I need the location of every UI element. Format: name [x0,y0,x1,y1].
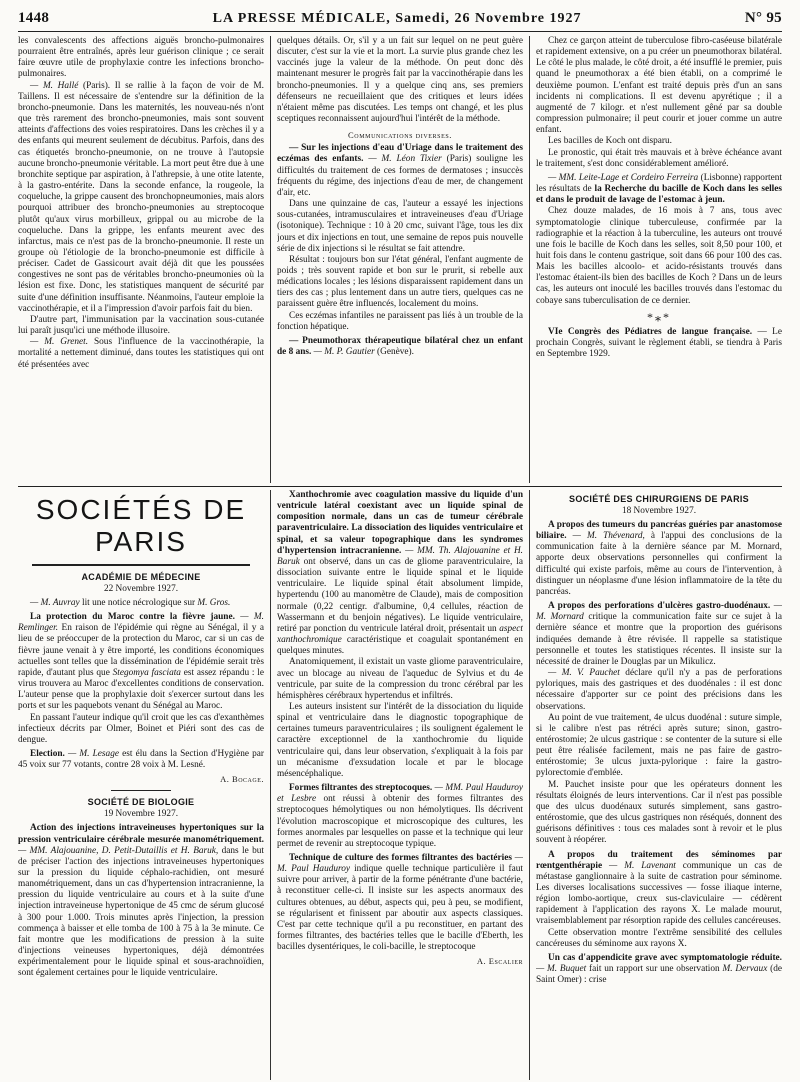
article-title: La protection du Maroc contre la fièvre jaune. [30,612,235,623]
paragraph: — M. Hallé (Paris). Il se rallie à la façon de voir de M. Taillens. Il est nécessaire de s'entendre sur la définition de la broncho-pneumonie. Dans les maternités, les nouveau-nés n'ont que très rarement des broncho-pneumonies, mais sont souvent atteints d'affections des voies respiratoires. Dans les crèches il y a des enfants qui meurent seulement de décubitus. Parfois, dans des cas étiquetés broncho-pneumonie, on ne trouve à l'autopsie aucune broncho-pneumonie véritable. La mort peut être due à une bronchite septique par aspiration, à l'athrepsie, à une otite latente, à la gastro-entérite. Dans la seconde enfance, la rougeole, la coqueluche, la grippe causent des bronchopneumonies, mais alors pourquoi attribuer des broncho-pneumonies au streptocoque plutôt qu'aux virus morbilleux, grippal ou au microbe de la coqueluche. Dans la grippe, les enfants meurent avec des infarctus, mais ce n'est pas de la broncho-pneumonie. Il reste un groupe où l'étiologie de la broncho-pneumonie est difficile à préciser. Cadet de Gassicourt avait déjà dit que les poussées congestives ne sont pas de véritables broncho-pneumonies où la lésion est fixe. Donc, les statistiques manquent de sécurité par suite d'une définition insuffisante. Néanmoins, l'auteur emploie la vaccinothérapie, et il a l'impression d'avoir parfois fait du bien. [18,80,264,314]
author: — M. Lavenant [602,860,676,871]
article-title: VIe Congrès des Pédiatres de langue française. [548,326,753,337]
author: — M. Grenet. [30,337,89,348]
paragraph: Le pronostic, qui était très mauvais et à brève échéance avant le traitement, s'est donc considérablement amélioré. [536,147,782,169]
column-divider [529,36,530,483]
article-title: la Recherche du bacille de Koch dans les selles et dans le produit de lavage de l'estomac à jeun. [536,184,782,206]
paragraph: — Pneumothorax thérapeutique bilatéral chez un enfant de 8 ans. — M. P. Gautier (Genève). [277,335,523,358]
paragraph: — M. Auvray lit une notice nécrologique sur M. Gros. [30,598,231,608]
column-divider [270,490,271,1080]
author: — M. Léon Tixier [363,154,442,165]
author: — M. Lesage [64,749,119,760]
short-rule [111,790,171,791]
paragraph: Dans une quinzaine de cas, l'auteur a essayé les injections sous-cutanées, intramusculaires et intraveineuses d'eau d'Uriage (isotonique). Technique : 10 à 20 cmc, suivant l'âge, tous les dix jours et dix injections en tout, une semaine de repos puis nouvelle série de dix injections si le résultat se fait attendre. [277,199,523,254]
session-date: 22 Novembre 1927. [103,584,179,594]
society-heading: SOCIÉTÉ DE BIOLOGIE [87,797,195,808]
column-divider [270,36,271,483]
article-title: Action des injections intraveineuses hypertoniques sur la pression ventriculaire cérébrale mesurée manométriquement. [18,823,264,845]
paragraph: Cette observation montre l'extrême sensibilité des cellules cancéreuses du séminome aux rayons X. [536,927,782,949]
paragraph: Xanthochromie avec coagulation massive du liquide d'un ventricule latéral coexistant avec un liquide spinal de composition normale, dans un cas de tumeur cérébrale paraventriculaire. La dissociation des liquides ventriculaire et spinal, et sa valeur topographique dans les syndromes d'hypertension intracranienne. — MM. Th. Alajouanine et H. Baruk ont observé, dans un cas de gliome paraventriculaire, la dissociation suivante entre le liquide spinal et le liquide ventriculaire. Le liquide spinal était absolument limpide, hypertendu (100 au manomètre de Claude), mais de composition normale (0,22 centigr. d'albumine, 0,4 cellules, réaction de Wassermann et du benjoin négatives). Le liquide ventriculaire, retiré par ponction du ventricule latéral droit, présentait un aspect xanthochromique caractéristique et coagulait spontanément en quelques minutes. [277,490,523,657]
paragraph: La protection du Maroc contre la fièvre jaune. — M. Remlinger. En raison de l'épidémie qui règne au Sénégal, il y a lieu de se préoccuper de la protection du Maroc, car si un cas de fièvre jaune venait à y être importé, les conditions économiques actuelles sont telles que la dissémination de l'épidémie serait très rapide, d'autant plus que Stegomya fasciata est assez répandu : le virus trouvera au Maroc d'excellentes conditions de conservation. L'auteur pense que la prophylaxie doit s'exercer surtout dans les ports et sur les paquebots venant du Sénégal au Maroc. [18,612,264,712]
paragraph: — Sur les injections d'eau d'Uriage dans le traitement des eczémas des enfants. — M. Léon Tixier (Paris) souligne les difficultés du traitement de ces formes de dermatoses ; insuccès fréquents du régime, des injections d'eau de mer, de changement d'air, etc. [277,143,523,198]
upper-column-3 [536,36,782,483]
paragraph: A propos du traitement des séminomes par rœntgenthérapie — M. Lavenant communique un cas de métastase ganglionnaire à la suite de castration pour séminome. Les diverses localisations successives — fosse iliaque interne, région lombo-aortique, creux sus-claviculaire — cédèrent rapidement à l'application des rayons X. Le malade mourut, vraisemblablement par résorption rapide des cellules cancéreuses. [536,849,782,927]
paragraph: Les auteurs insistent sur l'intérêt de la dissociation du liquide spinal et ventriculaire dans le diagnostic topographique de certaines tumeurs paraventriculaires ; ils soulignent également le caractère exceptionnel de la xanthochromie du liquide ventriculaire qui, dans leur observation, s'expliquait à la fois par un mécanisme d'exsudation locale et par le blocage mésencéphalique. [277,701,523,779]
paragraph: Action des injections intraveineuses hypertoniques sur la pression ventriculaire cérébrale mesurée manométriquement. — MM. Alajouanine, D. Petit-Dutaillis et H. Baruk, dans le but de préciser l'action des injections intraveineuses hypertoniques sur la pression du liquide céphalo-rachidien, ont mesuré manométriquement, dans un cas d'hypertension intracranienne, la pression du liquide ventriculaire au cours et à la suite d'une injection intraveineuse hypertonique de 45 cmc de sérum glucosé à 300 pour 1.000. Trois minutes après l'injection, la pression commença à baisser et elle tomba de 100 à 75 à la 3e minute. Ce fait montre que les modifications de pression à la suite d'injections veineuses hypertoniques, déjà démontrées expérimentalement pour le liquide spinal et sous-arachnoïdien, sont également certaines pour le liquide ventriculaire. [18,823,264,979]
paragraph: Au point de vue traitement, 4e ulcus duodénal : suture simple, si le calibre n'est pas rétréci après suture; sinon, gastro-entérostomie; 2e ulcus gastrique : se contenter de la suture si elle peut être réalisée facilement, mais ne pas faire de gastro-entérostomie; 3e ulcus juxta-pylorique : faire la gastro-pylorectomie d'emblée. [536,712,782,779]
banner-rule [32,564,250,566]
signature: A. Bocage. [220,774,264,785]
lower-column-2 [277,490,523,1080]
header-rule [18,31,782,32]
article-title: Technique de culture des formes filtrantes des bactéries [289,853,512,863]
paragraph: — M. Grenet. Sous l'influence de la vaccinothérapie, la mortalité a nettement diminué, dans toutes les statistiques qui ont été présentées avec [18,337,264,370]
author: — M. Auvray [30,598,80,608]
author: — M. Hallé [30,80,79,91]
journal-title: LA PRESSE MÉDICALE, Samedi, 26 Novembre 1927 [212,11,582,26]
author: — M. Thévenard, [566,531,645,542]
paragraph: les convalescents des affections aiguës broncho-pulmonaires pourraient être entraînés, après leur guérison clinique ; ce serait faire œuvre utile de prophylaxie contre les infections broncho-pulmonaires. [18,36,264,80]
paragraph: Chez ce garçon atteint de tuberculose fibro-caséeuse bilatérale et rapidement extensive, on a pu créer un pneumothorax bilatéral. Le côté le plus malade, le côté droit, a été insufflé le premier, puis quand le pneumothorax a été bien établi, on a comprimé le deuxième poumon. L'enfant est traité depuis près d'un an sans incidents ni complications. Il est devenu apyrétique ; il a augmenté de 7 kilogr. et n'est nullement gêné par sa double compression pulmonaire; il peut courir et jouer comme un autre enfant. [536,36,782,136]
page-number: 1448 [18,10,50,26]
issue-number: N° 95 [744,10,782,26]
article-title: A propos des perforations d'ulcères gastro-duodénaux. [548,601,771,612]
author: — M. V. Pauchet [548,668,620,679]
paragraph: Election. — M. Lesage est élu dans la Section d'Hygiène par 45 voix sur 77 votants, contre 28 voix à M. Lesné. [18,749,264,771]
paragraph: Ces eczémas infantiles ne paraissent pas liés à un trouble de la fonction hépatique. [277,310,523,332]
section-rule [18,486,782,487]
article-title: — Sur les injections d'eau d'Uriage dans le traitement des eczémas des enfants. [277,143,523,165]
paragraph: A propos des tumeurs du pancréas guéries par anastomose biliaire. — M. Thévenard, à l'appui des conclusions de la communication faite à la dernière séance par M. Mornard, apporte deux observations personnelles qui confirment la difficulté qui existe parfois, même au cours de l'intervention, à distinguer un néoplasme d'une lésion inflammatoire de la tête du pancréas. [536,520,782,597]
masthead [18,10,782,30]
article-title: A propos des tumeurs du pancréas guéries par anastomose biliaire. [536,520,782,542]
signature: A. Escalier [476,956,523,967]
upper-column-2 [277,36,523,483]
paragraph: Formes filtrantes des streptocoques. — MM. Paul Hauduroy et Lesbre ont réussi à obtenir des formes filtrantes des streptocoques hémolytiques ou non hémolytiques. Ils décrivent l'évolution macroscopique et microscopique des cultures, les formes anormales par lesquelles on passe et la technique qui leur permet de revenir au streptocoque typique. [277,783,523,849]
lower-section [18,490,782,1080]
section-banner: SOCIÉTÉS DE PARIS [35,494,247,557]
author: — M. Paul Hauduroy [277,853,523,875]
session-date: 19 Novembre 1927. [103,809,179,820]
paragraph: Anatomiquement, il existait un vaste gliome paraventriculaire, avec un blocage au niveau de l'aqueduc de Sylvius et du 4e ventricule, par suite de la compression du tronc cérébral par les hémisphères cérébraux hypertendus et infiltrés. [277,657,523,701]
asterism: *⁎* [647,309,671,324]
author: — M. P. Gautier [311,347,375,358]
article-title: Formes filtrantes des streptocoques. [289,783,433,794]
paragraph: D'autre part, l'immunisation par la vaccination sous-cutanée lui paraît jusqu'ici une méthode illusoire. [18,314,264,337]
lower-column-3 [536,490,782,1080]
upper-section [18,36,782,483]
paragraph: En passant l'auteur indique qu'il croit que les cas d'exanthèmes infectieux décrits par Olmer, Boinet et Piéri sont des cas de dengue. [18,712,264,745]
paragraph: M. Pauchet insiste pour que les opérateurs donnent les résultats éloignés de leurs interventions. Car il n'est pas possible que des ulcus duodénaux suturés simplement, sans gastro-entérostomie, que des ulcus gastriques non réséqués, donnent des guérisons définitives : tous ces malades sont à revoir et le plus souvent à réopérer. [536,779,782,846]
paragraph: — M. V. Pauchet déclare qu'il n'y a pas de perforations pyloriques, mais des gastriques et des duodénales : il est donc nécessaire d'apporter sur ce point des précisions dans les observations. [536,668,782,712]
article-title: Xanthochromie avec coagulation massive du liquide d'un ventricule latéral coexistant avec un liquide spinal de composition normale, dans un cas de tumeur cérébrale paraventriculaire. La dissociation des liquides ventriculaire et spinal, et sa valeur topographique dans les syndromes d'hypertension intracranienne. [277,490,523,556]
upper-column-1 [18,36,264,483]
article-title: A propos du traitement des séminomes par rœntgenthérapie [536,849,782,871]
author: — MM. Alajouanine, D. Petit-Dutaillis et H. Baruk, [18,845,219,856]
paragraph: Technique de culture des formes filtrantes des bactéries — M. Paul Hauduroy indique quelle technique particulière il faut suivre pour arriver, à partir de la forme pénétrante d'une bactérie, à reconstituer celle-ci. Il insiste sur les aspects anormaux des cultures obtenues, au début, aspects qui, peu à peu, se modifient, se régularisent et finissent par aboutir aux aspects classiques. C'est par cette technique qu'il a pu reconstituer, en partant des formes filtrantes, des bactéries telles que le bacille d'Eberth, les bacilles dysentériques, le coli-bacille, le streptocoque [277,853,523,953]
paragraph: Un cas d'appendicite grave avec symptomatologie réduite. — M. Buquet fait un rapport sur une observation M. Dervaux (de Saint Omer) : crise [536,952,782,986]
article-title: — Pneumothorax thérapeutique bilatéral chez un enfant de 8 ans. [277,335,523,358]
paragraph: VIe Congrès des Pédiatres de langue française. — Le prochain Congrès, suivant le règlement établi, se tiendra à Paris en Septembre 1929. [536,326,782,360]
author: — M. Remlinger. [18,612,264,634]
author: — M. Mornard [536,601,782,623]
author: — MM. Th. Alajouanine et H. Baruk [277,545,523,567]
article-title: Election. [30,749,65,760]
lower-column-1 [18,490,264,1080]
author: — M. Buquet [536,964,587,975]
paragraph: Chez douze malades, de 16 mois à 7 ans, tous avec symptomatologie clinique tuberculeuse, confirmée par la radiographie et la réaction à la tuberculine, les auteurs ont trouvé une fois le bacille de Koch dans les selles, soit 8,50 pour 100, et huit fois dans le contenu gastrique, soit dans 66 pour 100 des cas. Mais les bacilles alcoolo- et acido-résistants trouvés dans l'estomac étaient-ils bien des bacilles de Koch ? Dans un de leurs cas, les auteurs ont inoculé les bacilles trouvés dans l'estomac du cobaye sans tuberculisation de ce dernier. [536,206,782,306]
society-heading: ACADÉMIE DE MÉDECINE [81,572,201,582]
session-date: 18 Novembre 1927. [621,506,697,516]
paragraph: Les bacilles de Koch ont disparu. [548,136,672,147]
society-heading: SOCIÉTÉ DES CHIRURGIENS DE PARIS [569,494,749,504]
subsection-heading: Communications diverses. [348,130,452,141]
paragraph: Résultat : toujours bon sur l'état général, l'enfant augmente de poids ; très souvent rapide et bon sur le prurit, si rebelle aux médications locales ; les lésions disparaissent rapidement dans un tiers des cas ; plus lentement dans un autre tiers, quelques cas ne paraissent guère être influencés, localement du moins. [277,254,523,310]
author: — MM. Paul Hauduroy et Lesbre [277,783,523,805]
paragraph: — MM. Leite-Lage et Cordeiro Ferreira (Lisbonne) rapportent les résultats de la Recherche du bacille de Koch dans les selles et dans le produit de lavage de l'estomac à jeun. [536,172,782,206]
paragraph: A propos des perforations d'ulcères gastro-duodénaux. — M. Mornard critique la communication faite sur ce sujet à la dernière séance et montre que la proportion des guérisons indiquées demande à être révisée. Il rappelle sa statistique personnelle et toutes les statistiques récentes. Il insiste sur la nécessité de drainer le Douglas par un Mikulicz. [536,601,782,667]
paragraph: quelques détails. Or, s'il y a un fait sur lequel on ne peut guère discuter, c'est sur la vie et la mort. La survie plus grande chez les vaccinés juge la valeur de la méthode. On peut donc dès maintenant mesurer le progrès fait par la vaccinothérapie dans les broncho-pneumonies. Il y a quelque cinq ans, ses premiers défenseurs ne recueillaient que des critiques et leurs idées n'étaient même pas discutées. Les temps ont changé, et les plus sceptiques reconnaissent aujourd'hui l'intérêt de la méthode. [277,36,523,125]
column-divider [529,490,530,1080]
article-title: Un cas d'appendicite grave avec symptomatologie réduite. [548,952,782,963]
author: — MM. Leite-Lage et Cordeiro Ferreira [548,172,699,183]
